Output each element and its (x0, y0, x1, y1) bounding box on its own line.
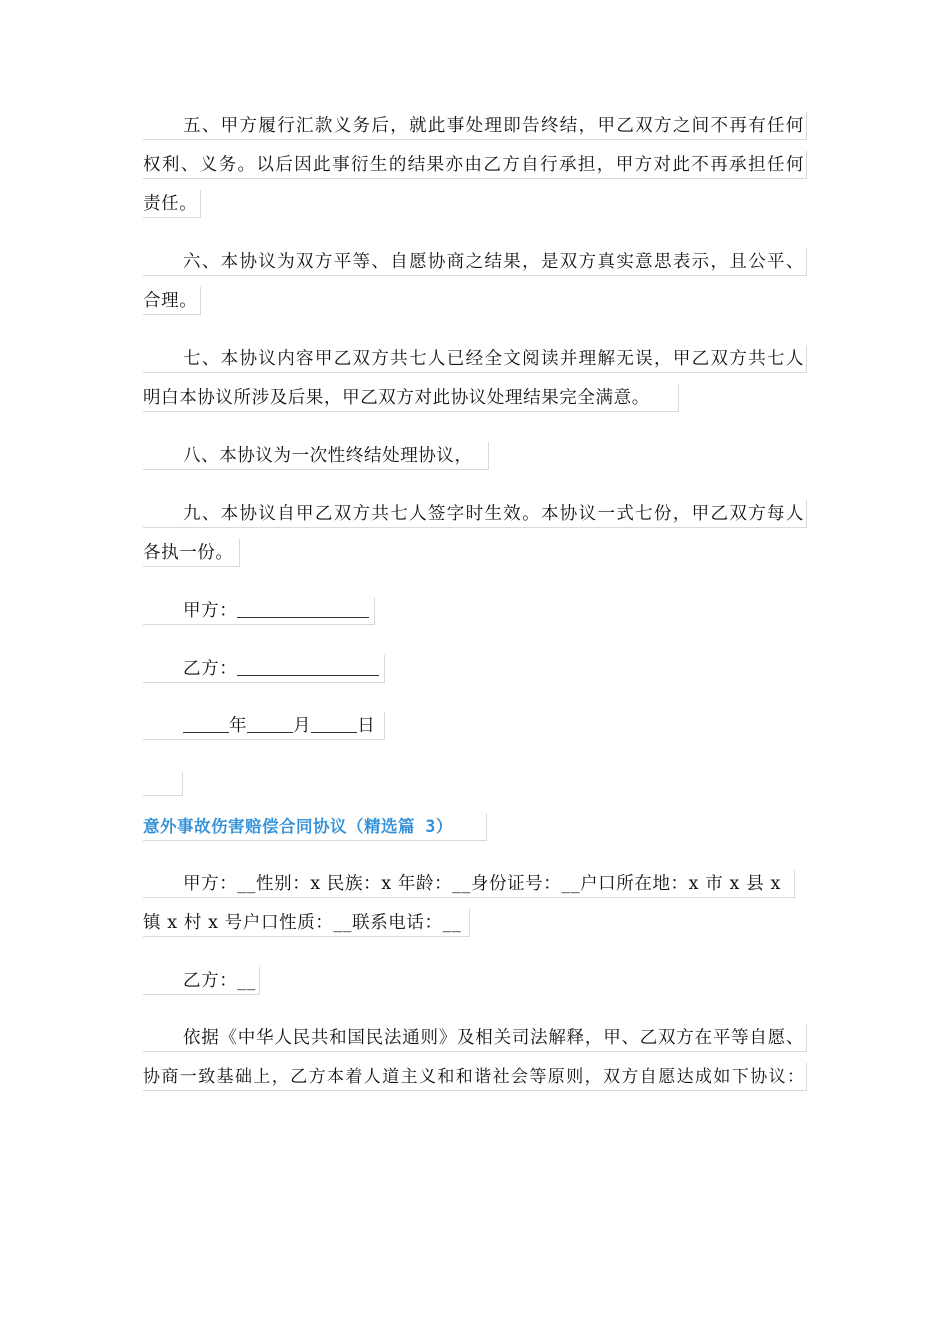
section-3-party-a-line-1: 甲方：__性别：x 民族：x 年龄：__身份证号：__户口所在地：x 市 x 县 x (143, 870, 795, 898)
party-b-signature-blank (237, 657, 379, 676)
section-3-intro-line-2: 协商一致基础上，乙方本着人道主义和和谐社会等原则，双方自愿达成如下协议： (143, 1063, 807, 1091)
party-b-signature-line (143, 655, 385, 683)
empty-paragraph (143, 772, 183, 796)
clause-6-line-2: 合理。 (143, 287, 201, 315)
date-line (143, 712, 385, 740)
clause-7-line-2: 明白本协议所涉及后果，甲乙双方对此协议处理结果完全满意。 (143, 384, 679, 412)
month-label: 月 (293, 716, 312, 736)
section-3-heading: 意外事故伤害赔偿合同协议（精选篇 3） (143, 813, 487, 841)
year-label: 年 (229, 716, 248, 736)
clause-7-line-1: 七、本协议内容甲乙双方共七人已经全文阅读并理解无误，甲乙双方共七人 (143, 345, 807, 373)
party-a-signature-line (143, 597, 375, 625)
clause-9-line-1: 九、本协议自甲乙双方共七人签字时生效。本协议一式七份，甲乙双方每人 (143, 500, 807, 528)
section-3-party-b: 乙方：__ (143, 967, 260, 995)
clause-5-line-3: 责任。 (143, 190, 201, 218)
day-blank (311, 714, 357, 733)
day-label: 日 (357, 716, 376, 736)
month-blank (247, 714, 293, 733)
section-3-intro-line-1: 依据《中华人民共和国民法通则》及相关司法解释，甲、乙双方在平等自愿、 (143, 1024, 807, 1052)
party-b-label: 乙方： (183, 659, 238, 679)
clause-9-line-2: 各执一份。 (143, 539, 240, 567)
clause-8-line-1: 八、本协议为一次性终结处理协议， (143, 442, 489, 470)
party-a-signature-blank (237, 599, 369, 618)
year-blank (183, 714, 229, 733)
section-3-party-a-line-2: 镇 x 村 x 号户口性质：__联系电话：__ (143, 909, 470, 937)
party-a-label: 甲方： (183, 601, 238, 621)
clause-5-line-2: 权利、义务。以后因此事衍生的结果亦由乙方自行承担，甲方对此不再承担任何 (143, 151, 807, 179)
clause-6-line-1: 六、本协议为双方平等、自愿协商之结果，是双方真实意思表示，且公平、 (143, 248, 807, 276)
clause-5-line-1: 五、甲方履行汇款义务后，就此事处理即告终结，甲乙双方之间不再有任何 (143, 112, 807, 140)
